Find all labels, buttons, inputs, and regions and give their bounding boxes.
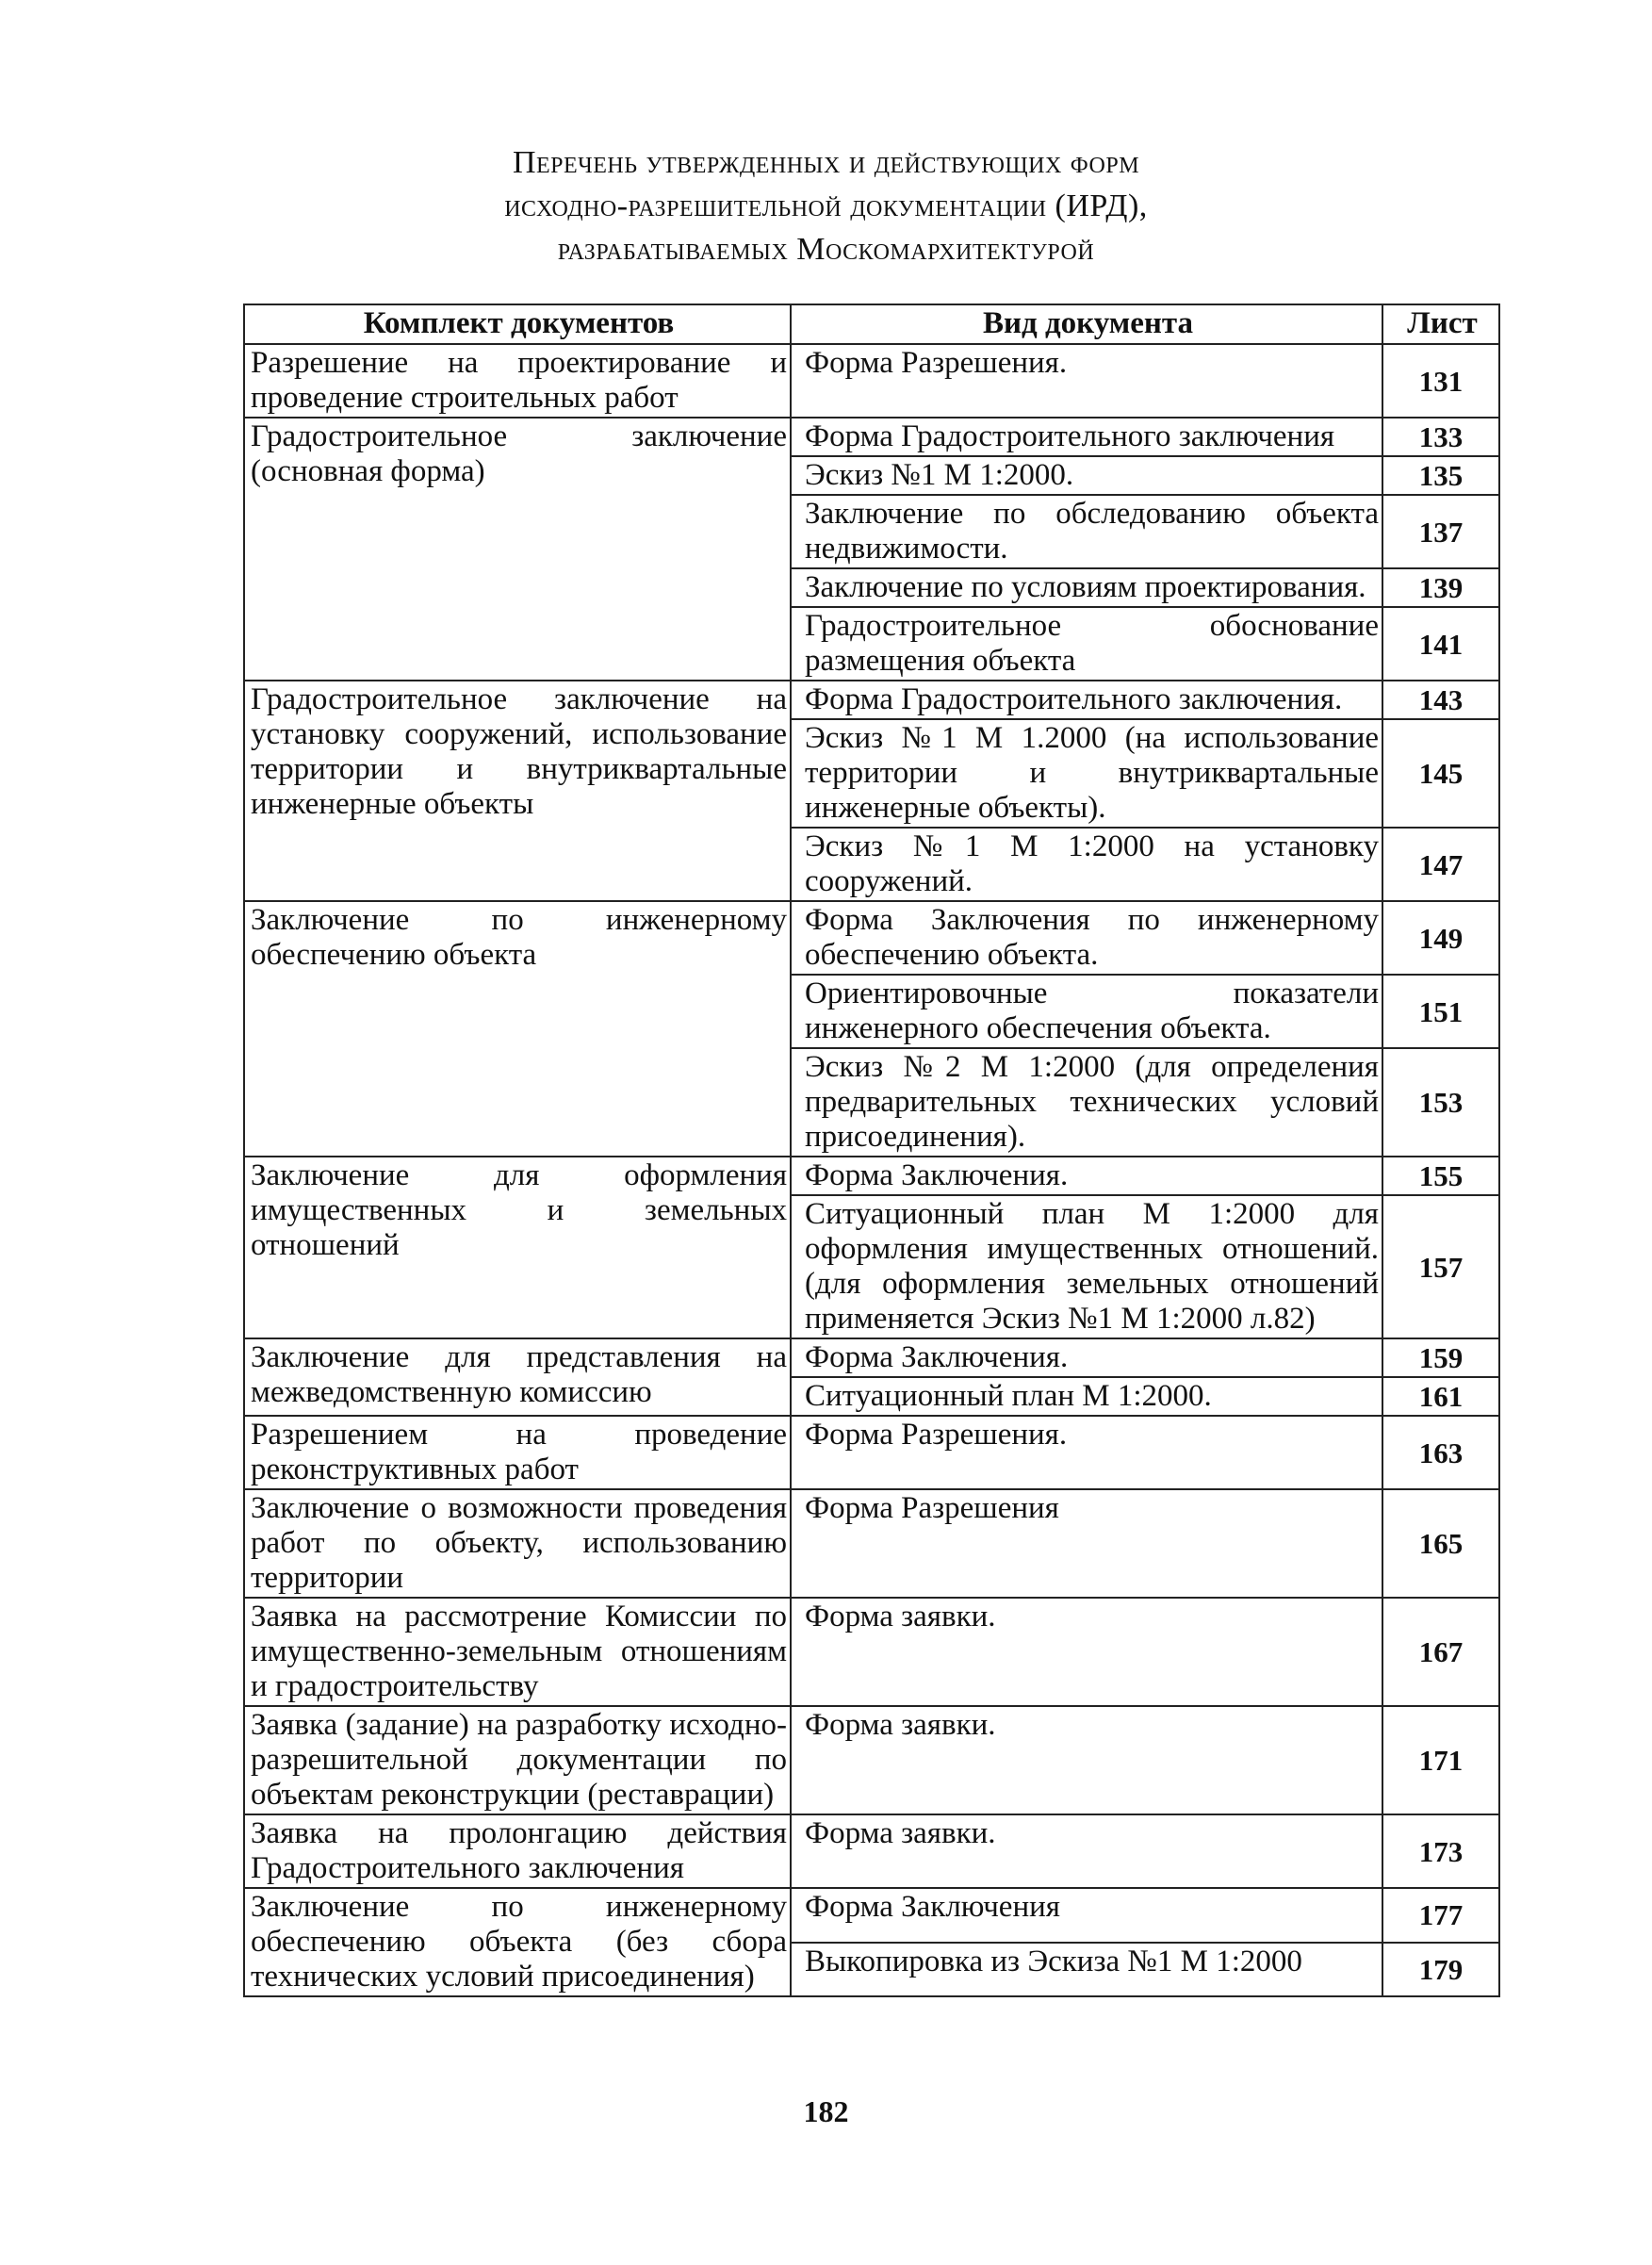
sheet-number-cell: 171 xyxy=(1382,1706,1499,1814)
sheet-number-cell: 179 xyxy=(1382,1943,1499,1997)
document-kind-cell: Форма Разрешения. xyxy=(791,1416,1382,1489)
document-set-cell: Градостроительное заключение на установку сооружений, использование территории и внутриквартальные инженерные объекты xyxy=(244,681,791,901)
sheet-number-cell: 147 xyxy=(1382,828,1499,901)
sheet-number-cell: 131 xyxy=(1382,344,1499,418)
document-kind-cell: Эскиз №2 М 1:2000 (для определения предварительных технических условий присоединения). xyxy=(791,1048,1382,1157)
sheet-number-cell: 135 xyxy=(1382,456,1499,495)
table-row xyxy=(244,1706,1499,1814)
table-row xyxy=(244,344,1499,418)
table-row xyxy=(244,1157,1499,1195)
document-set-cell: Заключение для оформления имущественных и земельных отношений xyxy=(244,1157,791,1338)
document-kind-cell: Заключение по условиям проектирования. xyxy=(791,568,1382,607)
document-kind-cell: Форма Градостроительного заключения. xyxy=(791,681,1382,719)
sheet-number-cell: 165 xyxy=(1382,1489,1499,1598)
table-row xyxy=(244,1598,1499,1706)
sheet-number-cell: 137 xyxy=(1382,495,1499,568)
sheet-number-cell: 133 xyxy=(1382,418,1499,456)
document-set-cell: Заключение для представления на межведомственную комиссию xyxy=(244,1338,791,1416)
document-set-cell: Заявка на рассмотрение Комиссии по имущественно-земельным отношениям и градостроительству xyxy=(244,1598,791,1706)
table-row xyxy=(244,1416,1499,1489)
document-set-cell: Разрешением на проведение реконструктивных работ xyxy=(244,1416,791,1489)
forms-table xyxy=(243,304,1500,1997)
document-kind-cell: Форма Заключения. xyxy=(791,1157,1382,1195)
document-kind-cell: Форма заявки. xyxy=(791,1814,1382,1888)
sheet-number-cell: 141 xyxy=(1382,607,1499,681)
header-sheet: Лист xyxy=(1382,304,1499,344)
document-kind-cell: Выкопировка из Эскиза №1 М 1:2000 xyxy=(791,1943,1382,1997)
document-set-cell: Градостроительное заключение (основная форма) xyxy=(244,418,791,681)
sheet-number-cell: 149 xyxy=(1382,901,1499,975)
sheet-number-cell: 155 xyxy=(1382,1157,1499,1195)
document-kind-cell: Форма Разрешения xyxy=(791,1489,1382,1598)
table-row xyxy=(244,681,1499,719)
sheet-number-cell: 157 xyxy=(1382,1195,1499,1338)
sheet-number-cell: 173 xyxy=(1382,1814,1499,1888)
document-kind-cell: Форма заявки. xyxy=(791,1598,1382,1706)
document-kind-cell: Форма Заключения xyxy=(791,1888,1382,1943)
document-kind-cell: Ситуационный план М 1:2000. xyxy=(791,1377,1382,1416)
page-number: 182 xyxy=(803,2094,849,2128)
title-line-1: Перечень утвержденных и действующих форм xyxy=(512,145,1140,180)
document-set-cell: Заключение по инженерному обеспечению объекта (без сбора технических условий присоединения) xyxy=(244,1888,791,1996)
document-kind-cell: Эскиз №1 М 1.2000 (на использование территории и внутриквартальные инженерные объекты). xyxy=(791,719,1382,828)
document-kind-cell: Форма заявки. xyxy=(791,1706,1382,1814)
table-row xyxy=(244,1338,1499,1377)
header-set: Комплект документов xyxy=(244,304,791,344)
sheet-number-cell: 161 xyxy=(1382,1377,1499,1416)
sheet-number-cell: 151 xyxy=(1382,975,1499,1048)
document-set-cell: Заявка (задание) на разработку исходно-разрешительной документации по объектам реконструкции (реставрации) xyxy=(244,1706,791,1814)
document-kind-cell: Форма Заключения по инженерному обеспечению объекта. xyxy=(791,901,1382,975)
document-kind-cell: Заключение по обследованию объекта недвижимости. xyxy=(791,495,1382,568)
document-kind-cell: Форма Градостроительного заключения xyxy=(791,418,1382,456)
document-set-cell: Разрешение на проектирование и проведение строительных работ xyxy=(244,344,791,418)
sheet-number-cell: 139 xyxy=(1382,568,1499,607)
sheet-number-cell: 163 xyxy=(1382,1416,1499,1489)
table-header-row xyxy=(244,304,1499,344)
title-line-3: разрабатываемых Москомархитектурой xyxy=(557,232,1095,267)
table-body xyxy=(244,344,1499,1996)
sheet-number-cell: 167 xyxy=(1382,1598,1499,1706)
document-kind-cell: Градостроительное обоснование размещения объекта xyxy=(791,607,1382,681)
table-row xyxy=(244,901,1499,975)
table-row xyxy=(244,1814,1499,1888)
table-row xyxy=(244,1888,1499,1943)
document-kind-cell: Форма Разрешения. xyxy=(791,344,1382,418)
document-kind-cell: Ориентировочные показатели инженерного обеспечения объекта. xyxy=(791,975,1382,1048)
header-kind: Вид документа xyxy=(791,304,1382,344)
page-title xyxy=(0,141,1652,271)
table-row xyxy=(244,1489,1499,1598)
sheet-number-cell: 143 xyxy=(1382,681,1499,719)
title-line-2: исходно-разрешительной документации (ИРД), xyxy=(504,189,1148,223)
sheet-number-cell: 159 xyxy=(1382,1338,1499,1377)
document-set-cell: Заявка на пролонгацию действия Градостроительного заключения xyxy=(244,1814,791,1888)
document-kind-cell: Эскиз №1 М 1:2000 на установку сооружений. xyxy=(791,828,1382,901)
document-kind-cell: Ситуационный план М 1:2000 для оформления имущественных отношений. (для оформления земельных отношений применяется Эскиз №1 М 1:2000 л.82) xyxy=(791,1195,1382,1338)
document-set-cell: Заключение по инженерному обеспечению объекта xyxy=(244,901,791,1157)
document-kind-cell: Эскиз №1 М 1:2000. xyxy=(791,456,1382,495)
sheet-number-cell: 153 xyxy=(1382,1048,1499,1157)
sheet-number-cell: 177 xyxy=(1382,1888,1499,1943)
table-row xyxy=(244,418,1499,456)
sheet-number-cell: 145 xyxy=(1382,719,1499,828)
document-set-cell: Заключение о возможности проведения работ по объекту, использованию территории xyxy=(244,1489,791,1598)
document-kind-cell: Форма Заключения. xyxy=(791,1338,1382,1377)
